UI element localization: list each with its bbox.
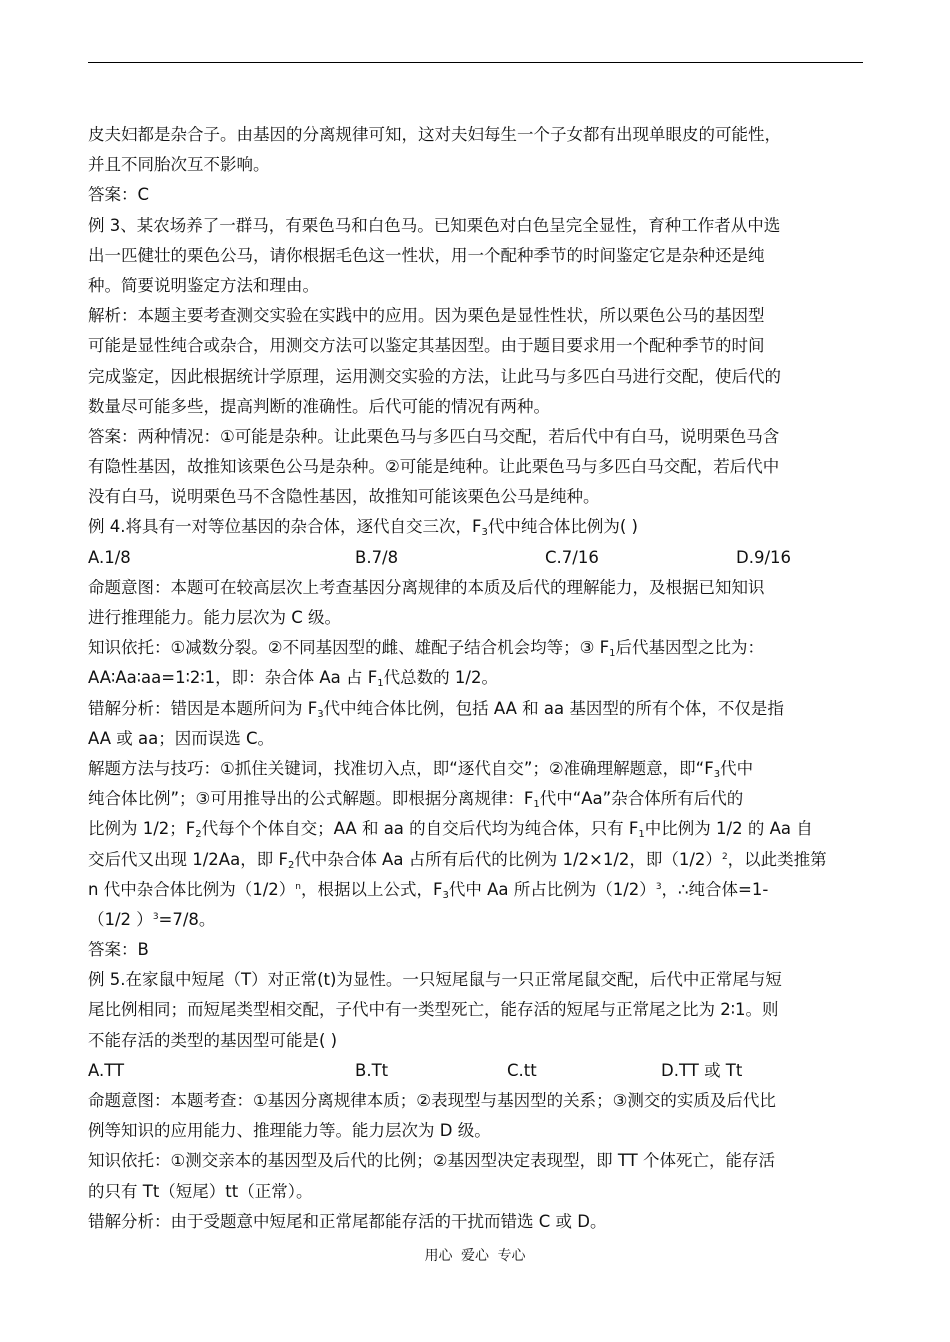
text-line: AA∶Aa∶aa=1∶2∶1，即：杂合体 Aa 占 $F_1$代总数的 1/2。 [88,668,498,690]
text-line: 交后代又出现 1/2Aa，即 $F_2$代中杂合体 Aa 占所有后代的比例为 1/2×1/2，即$(1/2)^2$，以此类推第 [88,849,827,871]
page-footer: 用心 爱心 专心 [424,1248,526,1264]
text-line: 完成鉴定，因此根据统计学原理，运用测交实验的方法，让此马与多匹白马进行交配，使后代的 [88,366,781,386]
example-5-options [88,1056,863,1086]
example-5-question: 例 5.在家鼠中短尾（T）对正常(t)为显性。一只短尾鼠与一只正常尾鼠交配，后代中正常尾与短 [88,970,782,990]
example-4-answer: 答案：B [88,940,149,960]
text-line: n 代中杂合体比例为$(1/2)^n$，根据以上公式，$F_3$代中 Aa 所占比例为$(1/2)^3$，∴纯合体=1- [88,879,769,901]
example-3-solution: 解析：本题主要考查测交实验在实践中的应用。因为栗色是显性性状，所以栗色公马的基因型 [88,306,765,326]
option-d: D.TT 或 Tt [661,1060,743,1080]
option-c: C.7/16 [545,547,599,567]
text-line: 数量尽可能多些，提高判断的准确性。后代可能的情况有两种。 [88,396,550,416]
example-4-method: 解题方法与技巧：①抓住关键词，找准切入点，即“逐代自交”；②准确理解题意，即“$F_3$代中 [88,758,754,780]
option-b: B.Tt [355,1060,389,1080]
example-5-error-analysis: 错解分析：由于受题意中短尾和正常尾都能存活的干扰而错选 C 或 D。 [88,1211,607,1231]
example-5-intent: 命题意图：本题考查：①基因分离规律本质；②表现型与基因型的关系；③测交的实质及后代比 [88,1091,776,1110]
text-line: 有隐性基因，故推知该栗色公马是杂种。②可能是纯种。让此栗色马与多匹白马交配，若后代中 [88,457,780,477]
example-4-question: 例 4.将具有一对等位基因的杂合体，逐代自交三次，$F_3$代中纯合体比例为( ) [88,517,638,539]
text-line: 的只有 Tt（短尾）tt（正常）。 [88,1181,313,1201]
text-line: 进行推理能力。能力层次为 C 级。 [88,608,342,627]
header-rule [88,62,863,63]
example-4-options [88,543,863,573]
text-line: AA 或 aa；因而误选 C。 [88,728,275,748]
text-line: 种。简要说明鉴定方法和理由。 [88,275,319,295]
example-4-basis: 知识依托：①减数分裂。②不同基因型的雌、雄配子结合机会均等；③ $F_1$后代基因型之比为： [88,638,764,660]
example-3-question: 例 3、某农场养了一群马，有栗色马和白色马。已知栗色对白色呈完全显性，育种工作者从中选 [88,215,781,235]
option-a: A.1/8 [88,547,131,567]
text-line: 例等知识的应用能力、推理能力等。能力层次为 D 级。 [88,1121,491,1141]
text-line: 不能存活的类型的基因型可能是( ) [88,1030,338,1050]
text-line: 并且不同胎次互不影响。 [88,155,270,175]
text-line: 纯合体比例”；③可用推导出的公式解题。即根据分离规律：$F_1$代中“Aa”杂合体所有后代的 [88,789,744,811]
option-b: B.7/8 [355,547,399,567]
text-line: 皮夫妇都是杂合子。由基因的分离规律可知，这对夫妇每生一个子女都有出现单眼皮的可能性， [88,125,781,144]
option-a: A.TT [88,1060,125,1080]
example-3-answer: 答案：两种情况：①可能是杂种。让此栗色马与多匹白马交配，若后代中有白马，说明栗色马含 [88,426,780,446]
text-line: 可能是显性纯合或杂合，用测交方法可以鉴定其基因型。由于题目要求用一个配种季节的时间 [88,336,765,356]
text-line: 比例为 1/2；$F_2$代每个个体自交；AA 和 aa 的自交后代均为纯合体，只有 $F_1$中比例为 1/2 的 Aa 自 [88,819,813,841]
answer-line: 答案：C [88,185,150,205]
text-line: 尾比例相同；而短尾类型相交配，子代中有一类型死亡，能存活的短尾与正常尾之比为 2∶1。则 [88,1000,779,1020]
example-5-basis: 知识依托：①测交亲本的基因型及后代的比例；②基因型决定表现型，即 TT 个体死亡，能存活 [88,1151,775,1171]
document-body [88,120,863,1237]
option-c: C.tt [507,1060,537,1080]
option-d: D.9/16 [736,547,792,567]
text-line: 没有白马，说明栗色马不含隐性基因，故推知可能该栗色公马是纯种。 [88,487,600,507]
example-4-error-analysis: 错解分析：错因是本题所问为 $F_3$代中纯合体比例，包括 AA 和 aa 基因型的所有个体，不仅是指 [88,698,784,720]
text-line: 出一匹健壮的栗色公马，请你根据毛色这一性状，用一个配种季节的时间鉴定它是杂种还是纯 [88,245,765,265]
text-line: （1/2 ）$^3$=7/8。 [88,909,216,929]
example-4-intent: 命题意图：本题可在较高层次上考查基因分离规律的本质及后代的理解能力，及根据已知知识 [88,577,765,597]
